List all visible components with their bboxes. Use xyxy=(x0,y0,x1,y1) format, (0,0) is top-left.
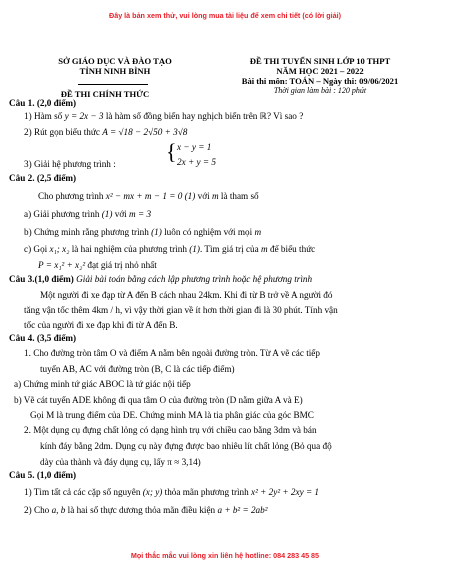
school-year: NĂM HỌC 2021 – 2022 xyxy=(276,66,364,76)
header-right xyxy=(215,56,425,96)
q1-title: Câu 1. (2,0 điểm) xyxy=(9,98,77,108)
header-left xyxy=(40,56,190,76)
exam-title: ĐỀ THI TUYỂN SINH LỚP 10 THPT xyxy=(249,56,391,66)
q4-line5: Gọi M là trung điểm của DE. Chứng minh MA là tia phân giác của góc BMC xyxy=(30,410,314,420)
hotline-notice: Mọi thắc mắc vui lòng xin liên hệ hotline: 084 283 45 85 xyxy=(130,551,320,560)
q1-part3: 3) Giải hệ phương trình : xyxy=(24,159,116,169)
subject-date: Bài thi môn: TOÁN – Ngày thi: 09/06/2021 xyxy=(241,76,399,86)
q4-line7: kính đáy bằng 2dm. Dụng cụ này đựng được bao nhiêu lít chất lỏng (Bỏ qua độ xyxy=(40,441,332,451)
system-eq2: 2x + y = 5 xyxy=(177,157,216,167)
q3-line3: tốc của người đi xe đạp khi đi từ A đến B. xyxy=(24,320,178,330)
province-name: TỈNH NINH BÌNH xyxy=(79,66,151,76)
q4-title: Câu 4. (3,5 điểm) xyxy=(9,333,77,343)
system-eq1: x − y = 1 xyxy=(177,142,212,152)
q1-part2: 2) Rút gọn biểu thức A = √18 − 2√50 + 3√8 xyxy=(24,127,188,137)
q2-part-c-2: P = x₁² + x₂² đạt giá trị nhỏ nhất xyxy=(38,260,157,270)
q1-part1: 1) Hàm số y = 2x − 3 là hàm số đồng biến hay nghịch biến trên ℝ? Vì sao ? xyxy=(24,111,304,121)
official-exam-label: ĐỀ THI CHÍNH THỨC xyxy=(60,89,150,99)
q4-line8: dày của thành và đáy dụng cụ, lấy π ≈ 3,14) xyxy=(40,457,201,467)
q2-intro: Cho phương trình x² − mx + m − 1 = 0 (1) với m là tham số xyxy=(38,191,259,201)
q3-line2: tăng vận tốc thêm 4km / h, vì vậy thời gian về ít hơn thời gian đi là 30 phút. Tính vận xyxy=(24,305,338,315)
q2-title: Câu 2. (2,5 điểm) xyxy=(9,173,77,183)
q4-line1: 1. Cho đường tròn tâm O và điểm A nằm bên ngoài đường tròn. Từ A vẽ các tiếp xyxy=(24,348,320,358)
q4-line6: 2. Một dụng cụ đựng chất lỏng có dạng hình trụ với chiều cao bằng 3dm và bán xyxy=(24,425,317,435)
system-brace: { xyxy=(166,139,177,164)
q3-line1: Một người đi xe đạp từ A đến B cách nhau 24km. Khi đi từ B trở về A người đó xyxy=(40,290,333,300)
q5-part1: 1) Tìm tất cả các cặp số nguyên (x; y) thỏa mãn phương trình x² + 2y² + 2xy = 1 xyxy=(24,487,320,497)
q4-line4: b) Vẽ cát tuyến ADE không đi qua tâm O của đường tròn (D nằm giữa A và E) xyxy=(14,395,303,405)
q2-part-b: b) Chứng minh rằng phương trình (1) luôn có nghiệm với mọi m xyxy=(24,227,262,237)
q3-title: Câu 3.(1,0 điểm) Giải bài toán bằng cách lập phương trình hoặc hệ phương trình xyxy=(9,274,313,284)
department-name: SỞ GIÁO DỤC VÀ ĐÀO TẠO xyxy=(58,56,172,66)
q4-line3: a) Chứng minh tứ giác ABOC là tứ giác nội tiếp xyxy=(14,379,191,389)
header-separator xyxy=(78,84,148,85)
q2-part-a: a) Giải phương trình (1) với m = 3 xyxy=(24,209,152,219)
q4-line2: tuyến AB, AC với đường tròn (B, C là các tiếp điểm) xyxy=(40,364,235,374)
q2-part-c: c) Gọi x₁; x₂ là hai nghiệm của phương trình (1). Tìm giá trị của m để biểu thức xyxy=(24,244,316,254)
q5-part2: 2) Cho a, b là hai số thực dương thỏa mãn điều kiện a + b² = 2ab² xyxy=(24,505,268,515)
q5-title: Câu 5. (1,0 điểm) xyxy=(9,470,77,480)
time-limit: Thời gian làm bài : 120 phút xyxy=(273,86,367,95)
preview-notice: Đây là bản xem thử, vui lòng mua tài liệu để xem chi tiết (có lời giải) xyxy=(109,11,341,20)
